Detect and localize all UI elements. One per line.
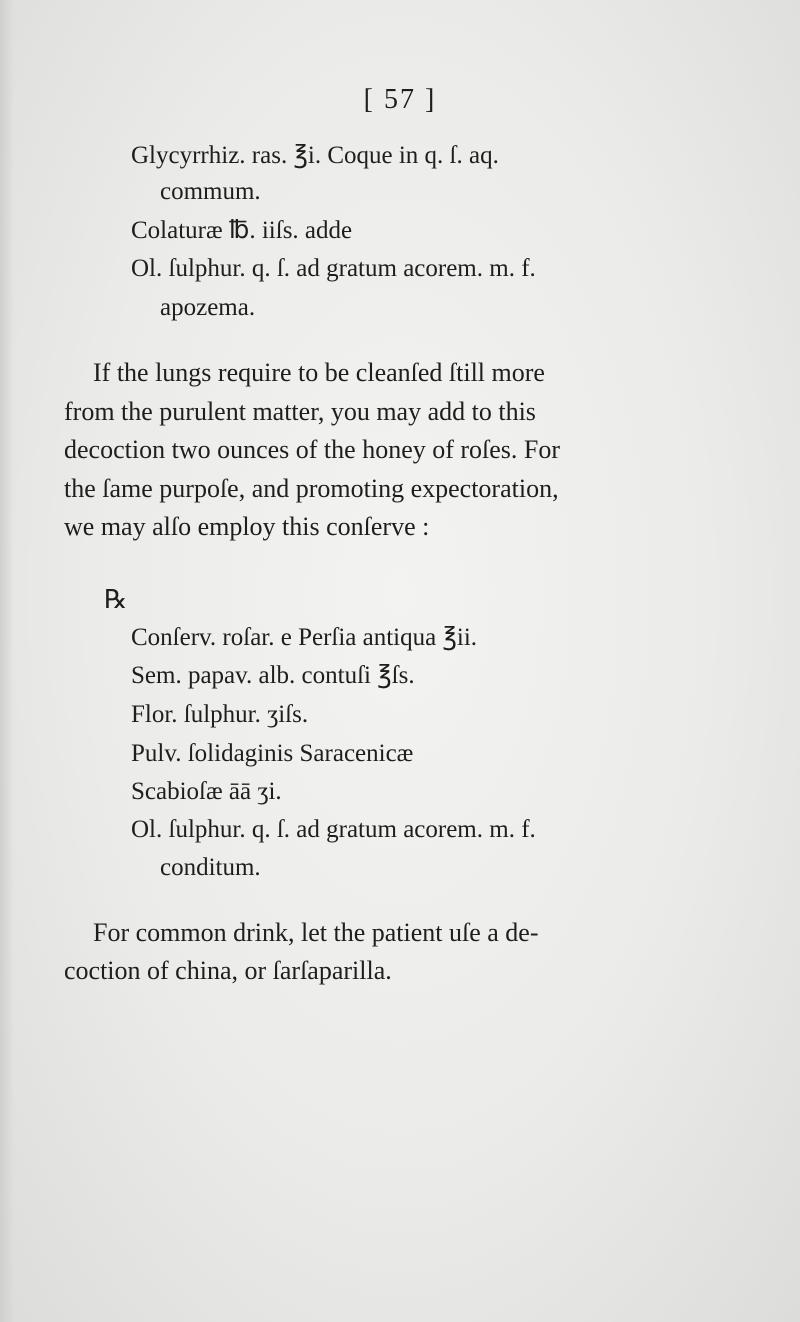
paragraph2-line-2: coction of china, or ſarſaparilla. <box>64 956 392 985</box>
paragraph1-line-2: from the purulent matter, you may add to this <box>64 397 536 426</box>
recipe1-line-1: Glycyrrhiz. ras. ℥i. Coque in q. ſ. aq. <box>131 142 499 169</box>
recipe1-line-3: Colaturæ ℔. iiſs. adde <box>131 217 353 244</box>
recipe2-line-2: Sem. papav. alb. contuſi ℥ſs. <box>131 662 415 689</box>
paragraph2-line-1: For common drink, let the patient uſe a de- <box>93 918 539 947</box>
recipe2-line-3: Flor. ſulphur. ʒiſs. <box>131 701 309 728</box>
paragraph1-line-5: we may alſo employ this conſerve : <box>64 512 430 541</box>
recipe-symbol: ℞ <box>104 585 128 614</box>
page-spine-shadow <box>0 0 14 1322</box>
recipe2-line-7: conditum. <box>160 854 261 881</box>
recipe1-line-5: apozema. <box>160 294 256 321</box>
recipe2-line-6: Ol. ſulphur. q. ſ. ad gratum acorem. m. f. <box>131 816 536 843</box>
recipe2-line-4: Pulv. ſolidaginis Saracenicæ <box>131 740 414 767</box>
paragraph1-line-1: If the lungs require to be cleanſed ſtill more <box>93 358 545 387</box>
recipe1-line-4: Ol. ſulphur. q. ſ. ad gratum acorem. m. f. <box>131 255 536 282</box>
paragraph1-line-4: the ſame purpoſe, and promoting expectoration, <box>64 474 559 503</box>
recipe2-line-5: Scabioſæ āā ʒi. <box>131 778 282 805</box>
recipe2-line-1: Conſerv. roſar. e Perſia antiqua ℥ii. <box>131 624 478 651</box>
recipe1-line-2: commum. <box>160 178 261 205</box>
paragraph1-line-3: decoction two ounces of the honey of roſes. For <box>64 435 561 464</box>
page-number-header: [ 57 ] <box>363 84 437 115</box>
